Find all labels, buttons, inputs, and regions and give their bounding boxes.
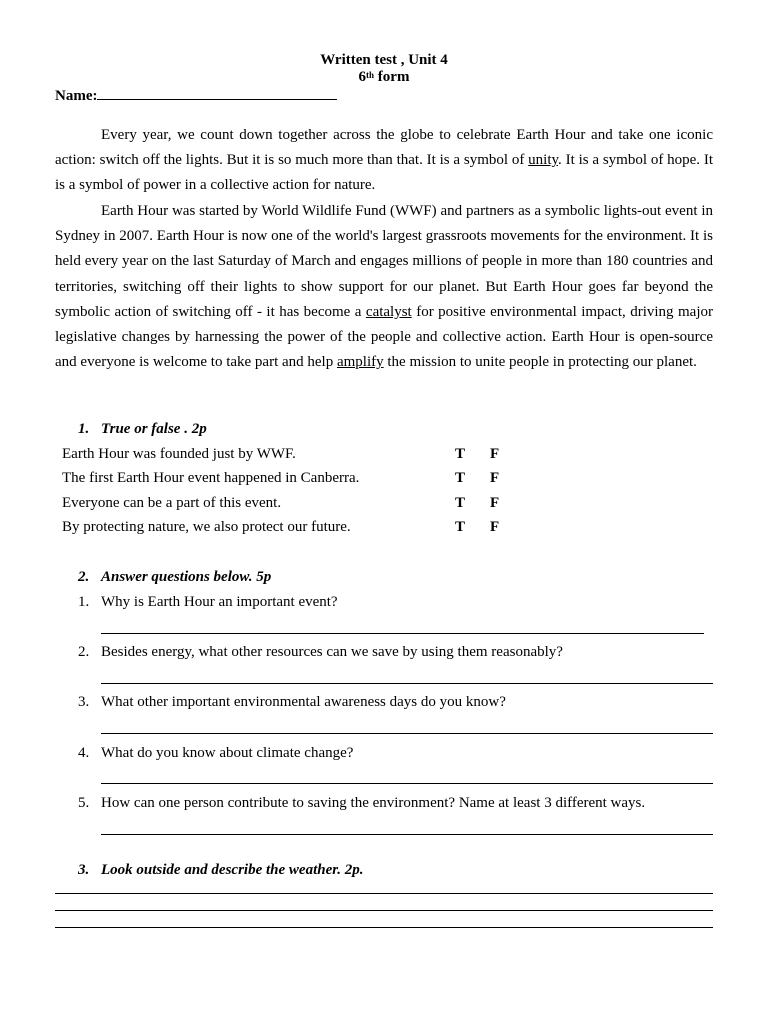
section-1-title: True or false . 2p — [101, 421, 207, 437]
false-option[interactable]: F — [490, 470, 500, 486]
question-text: Why is Earth Hour an important event? — [101, 594, 338, 610]
tf-statement: Earth Hour was founded just by WWF. — [62, 446, 296, 462]
section-3-title: Look outside and describe the weather. 2p. — [101, 862, 364, 878]
tf-row — [62, 470, 522, 490]
question-number: 5. — [78, 795, 90, 811]
tf-row — [62, 495, 522, 515]
p2-text-c: the mission to unite people in protecting our planet. — [383, 354, 697, 371]
question — [78, 745, 353, 762]
answer-line[interactable] — [101, 783, 713, 784]
section-3-number: 3. — [78, 862, 90, 878]
true-option[interactable]: T — [455, 495, 466, 511]
p1-text-b: . It is a symbol of hope. It is a symbol of power in a collective action for nature. — [55, 152, 713, 194]
word-unity: unity — [528, 152, 559, 169]
section-3-heading — [78, 862, 364, 879]
word-amplify: amplify — [336, 354, 384, 371]
p2-text-a: Earth Hour was started by World Wildlife Fund (WWF) and partners as a symbolic lights-out event in Sydney in 2007. Earth Hour is now one of the world's largest grassroots movements for the environment. It is held every year on the last Saturday of March and engages millions of people in more than 180 countries and territories, switching off their lights to show support for our planet. But Earth Hour goes far beyond the symbolic action of switching off - it has become a — [55, 203, 713, 320]
writing-line[interactable] — [55, 893, 713, 894]
question-number: 3. — [78, 694, 90, 710]
false-option[interactable]: F — [490, 519, 500, 535]
writing-line[interactable] — [55, 910, 713, 911]
false-option[interactable]: F — [490, 495, 500, 511]
section-2-number: 2. — [78, 569, 90, 585]
passage-paragraph-2 — [55, 199, 713, 375]
answer-line[interactable] — [101, 633, 704, 634]
tf-row — [62, 446, 522, 466]
question-number: 4. — [78, 745, 90, 761]
section-2-title: Answer questions below. 5p — [101, 569, 272, 585]
tf-statement: The first Earth Hour event happened in Canberra. — [62, 470, 360, 486]
answer-line[interactable] — [101, 733, 713, 734]
tf-statement: Everyone can be a part of this event. — [62, 495, 282, 511]
section-2-heading — [78, 569, 271, 586]
question — [78, 644, 563, 661]
true-option[interactable]: T — [455, 519, 466, 535]
section-1-heading — [78, 421, 207, 438]
grade-suffix: th — [366, 70, 375, 80]
question-text: Besides energy, what other resources can we save by using them reasonably? — [101, 644, 563, 660]
true-option[interactable]: T — [455, 446, 466, 462]
passage-paragraph-1 — [55, 123, 713, 199]
question-text: What other important environmental awareness days do you know? — [101, 694, 506, 710]
grade-number: 6 — [358, 69, 367, 85]
tf-row — [62, 519, 522, 539]
p2-text-b: for positive environmental impact, driving major legislative changes by harnessing the power of the people and collective action. Earth Hour is open-source and everyone is welcome to take part and help — [55, 303, 713, 371]
question — [78, 594, 338, 611]
grade-label: form — [374, 69, 410, 85]
word-catalyst: catalyst — [365, 303, 412, 320]
name-field[interactable] — [55, 85, 337, 105]
question — [78, 795, 645, 812]
answer-line[interactable] — [101, 683, 713, 684]
p1-text-a: Every year, we count down together across the globe to celebrate Earth Hour and take one iconic action: switch off the lights. But it is so much more than that. It is a symbol of — [55, 127, 713, 169]
section-1-number: 1. — [78, 421, 90, 437]
question-text: How can one person contribute to saving the environment? Name at least 3 different ways. — [101, 795, 646, 811]
answer-line[interactable] — [101, 834, 713, 835]
question-number: 1. — [78, 594, 90, 610]
tf-statement: By protecting nature, we also protect our future. — [62, 519, 351, 535]
question — [78, 694, 506, 711]
true-option[interactable]: T — [455, 470, 466, 486]
false-option[interactable]: F — [490, 446, 500, 462]
writing-line[interactable] — [55, 927, 713, 928]
title-line-2 — [0, 69, 768, 86]
question-text: What do you know about climate change? — [101, 745, 354, 761]
name-label: Name: — [55, 88, 98, 104]
title-line-1: Written test , Unit 4 — [320, 52, 448, 68]
name-blank[interactable] — [97, 85, 337, 100]
question-number: 2. — [78, 644, 90, 660]
